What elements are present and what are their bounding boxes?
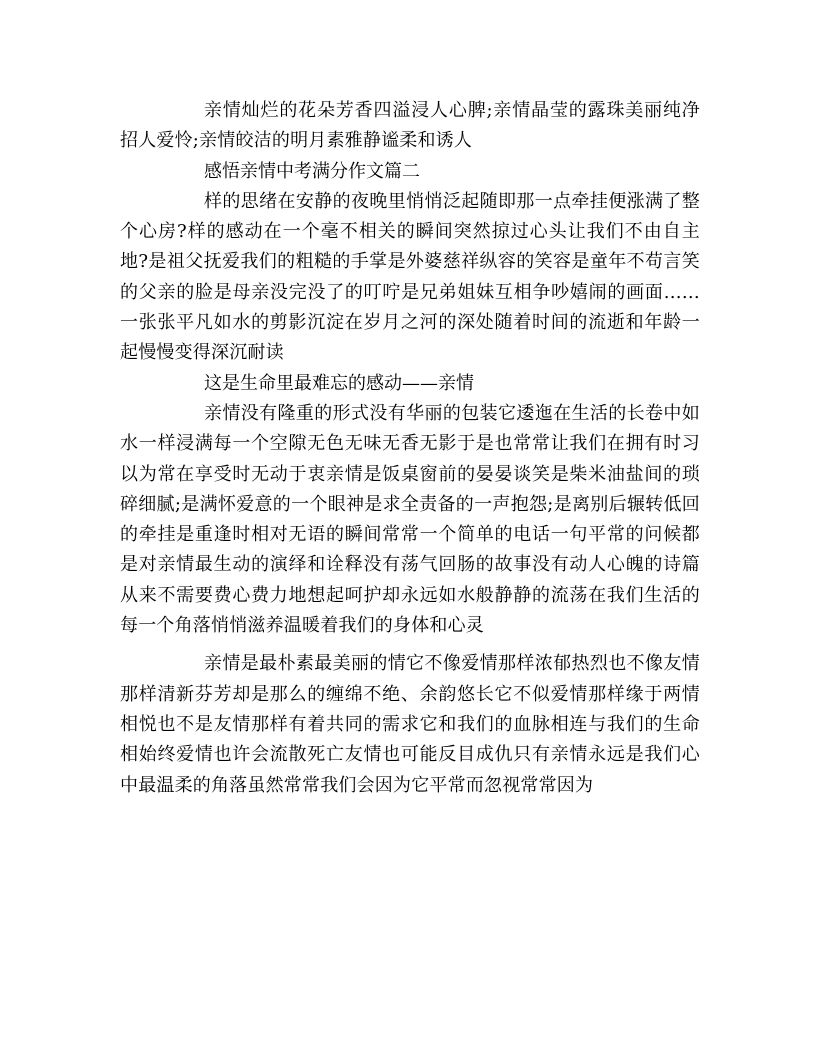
paragraph-no-ceremony: 亲情没有隆重的形式没有华丽的包装它逶迤在生活的长卷中如水一样浸满每一个空隙无色无味无香无影于是也常常让我们在拥有时习以为常在享受时无动于衷亲情是饭桌窗前的晏晏谈笑是柴米油盐间的琐碎细腻;是满怀爱意的一个眼神是求全责备的一声抱怨;是离别后辗转低回的牵挂是重逢时相对无语的瞬间常常一个简单的电话一句平常的问候都是对亲情最生动的演绎和诠释没有荡气回肠的故事没有动人心魄的诗篇从来不需要费心费力地想起呵护却永远如水般静静的流荡在我们生活的每一个角落悄悄滋养温暖着我们的身体和心灵 [120, 402, 700, 637]
section-heading: 感悟亲情中考满分作文篇二 [204, 160, 420, 182]
paragraph-thoughts: 样的思绪在安静的夜晚里悄悄泛起随即那一点牵挂便涨满了整个心房?样的感动在一个毫不相关的瞬间突然掠过心头让我们不由自主地?是祖父抚爱我们的粗糙的手掌是外婆慈祥纵容的笑容是童年不苟言笑的父亲的脸是母亲没完没了的叮咛是兄弟姐妹互相争吵嬉闹的画面……一张张平凡如水的剪影沉淀在岁月之河的深处随着时间的流逝和年龄一起慢慢变得深沉耐读 [120, 190, 700, 364]
paragraph-simplest-love: 亲情是最朴素最美丽的情它不像爱情那样浓郁热烈也不像友情那样清新芬芳却是那么的缠绵不绝、余韵悠长它不似爱情那样缘于两情相悦也不是友情那样有着共同的需求它和我们的血脉相连与我们的生命相始终爱情也许会流散死亡友情也可能反目成仇只有亲情永远是我们心中最温柔的角落虽然常常我们会因为它平常而忽视常常因为 [120, 653, 700, 796]
document-body [120, 96, 700, 801]
subheading-touching: 这是生命里最难忘的感动——亲情 [204, 372, 474, 394]
paragraph-intro: 亲情灿烂的花朵芳香四溢浸人心脾;亲情晶莹的露珠美丽纯净招人爱怜;亲情皎洁的明月素雅静谧柔和诱人 [120, 100, 700, 152]
